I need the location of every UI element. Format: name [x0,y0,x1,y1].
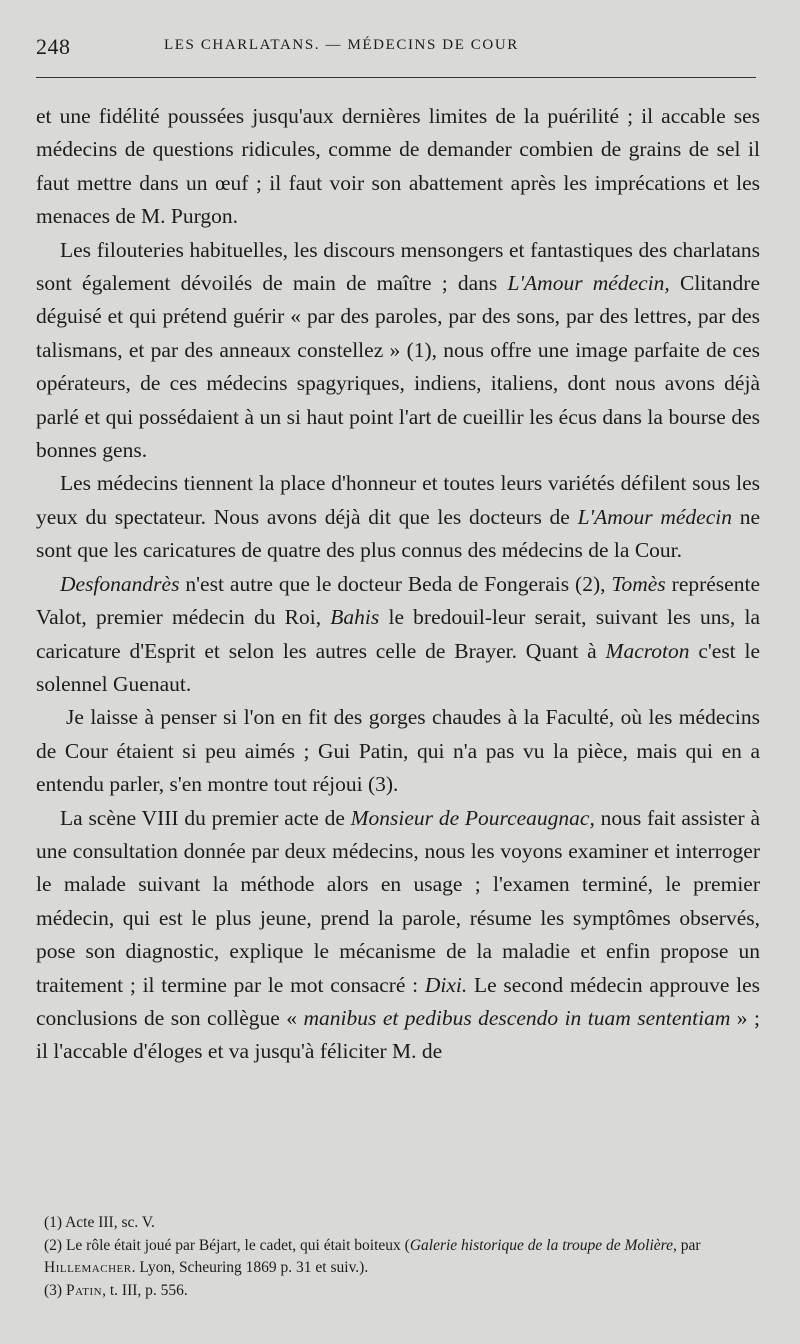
small-caps-text: Hillemacher [44,1259,132,1276]
text-run: (2) Le rôle était joué par Béjart, le cadet, qui était boiteux ( [44,1236,410,1254]
italic-text: Tomès [611,571,666,596]
text-run: le bredouil-leur serait, suivant les uns, la caricature d'Esprit et selon les autres celle de Brayer. Quant à [36,605,760,663]
italic-text: L'Amour médecin [577,504,732,529]
text-run: , t. III, p. 556. [102,1281,188,1299]
footnotes [44,1212,764,1302]
page-header [36,34,756,58]
text-run: Le second médecin approuve les conclusions de son collègue « [36,972,760,1030]
italic-text: Macroton [605,638,690,663]
paragraph [36,701,760,801]
body-text [36,100,760,1069]
footnote [44,1280,764,1303]
paragraph [36,467,760,567]
italic-text: Monsieur de Pourceaugnac, [350,805,595,830]
text-run: Clitandre déguisé et qui prétend guérir « par des paroles, par des sons, par des lettres, par des talismans, et par des anneaux constellez » (1), nous offre une image parfaite de ces opérateurs, de ces médecins spagyriques, indiens, italiens, dont nous avons déjà parlé et qui possédaient à un si haut point l'art de cueillir les écus dans la bourse des bonnes gens. [36,271,760,463]
text-run: ne sont que les caricatures de quatre des plus connus des médecins de la Cour. [36,504,760,563]
text-run: représente Valot, premier médecin du Roi, [36,571,760,630]
italic-text: Dixi. [424,972,468,997]
text-run: par [676,1236,701,1254]
header-rule [36,77,756,78]
text-run: nous fait assister à une consultation donnée par deux médecins, nous les voyons examiner et interroger le malade suivant la méthode alors en usage ; l'examen terminé, le premier médecin, qui est le plus jeune, prend la parole, résume les symptômes observés, pose son diagnostic, explique le mécanisme de la maladie et enfin propose un traitement ; il termine par le mot consacré : [36,805,760,997]
text-run: n'est autre que le docteur Beda de Fongerais (2), [179,571,612,596]
italic-text: Galerie historique de la troupe de Molière, [409,1236,677,1254]
text-run: (1) Acte III, sc. V. [44,1214,155,1231]
paragraph [36,568,760,702]
paragraph [36,234,760,468]
running-head: LES CHARLATANS. — MÉDECINS DE COUR [164,37,519,53]
text-run: Je laisse à penser si l'on en fit des gorges chaudes à la Faculté, où les médecins de Cour étaient si peu aimés ; Gui Patin, qui n'a pas vu la pièce, mais qui en a entendu parler, s'en montre tout réjoui (3). [36,705,760,797]
italic-text: L'Amour médecin, [507,271,670,296]
italic-text: Desfonandrès [60,571,180,596]
text-run: (3) [44,1281,66,1299]
paragraph [36,100,760,234]
footnote [44,1235,764,1280]
small-caps-text: Patin [65,1281,103,1299]
text-run: Les filouteries habituelles, les discours mensongers et fantastiques des charlatans sont également dévoilés de main de maître ; dans [36,237,760,296]
paragraph [36,802,760,1069]
text-run: c'est le solennel Guenaut. [36,638,760,696]
text-run: et une fidélité poussées jusqu'aux dernières limites de la puérilité ; il accable ses médecins de questions ridicules, comme de demander combien de grains de sel il faut mettre dans un œuf ; il faut voir son abattement après les imprécations et les menaces de M. Purgon. [36,104,760,229]
footnote [44,1212,764,1235]
text-run: . Lyon, Scheuring 1869 p. 31 et suiv.). [131,1259,369,1276]
text-run: La scène VIII du premier acte de [60,805,351,830]
text-run: Les médecins tiennent la place d'honneur et toutes leurs variétés défilent sous les yeux du spectateur. Nous avons déjà dit que les docteurs de [36,471,760,529]
text-run: » ; il l'accable d'éloges et va jusqu'à féliciter M. de [36,1005,760,1064]
italic-text: Bahis [330,605,380,630]
italic-text: manibus et pedibus descendo in tuam sententiam [303,1005,731,1030]
page-number: 248 [36,34,71,59]
